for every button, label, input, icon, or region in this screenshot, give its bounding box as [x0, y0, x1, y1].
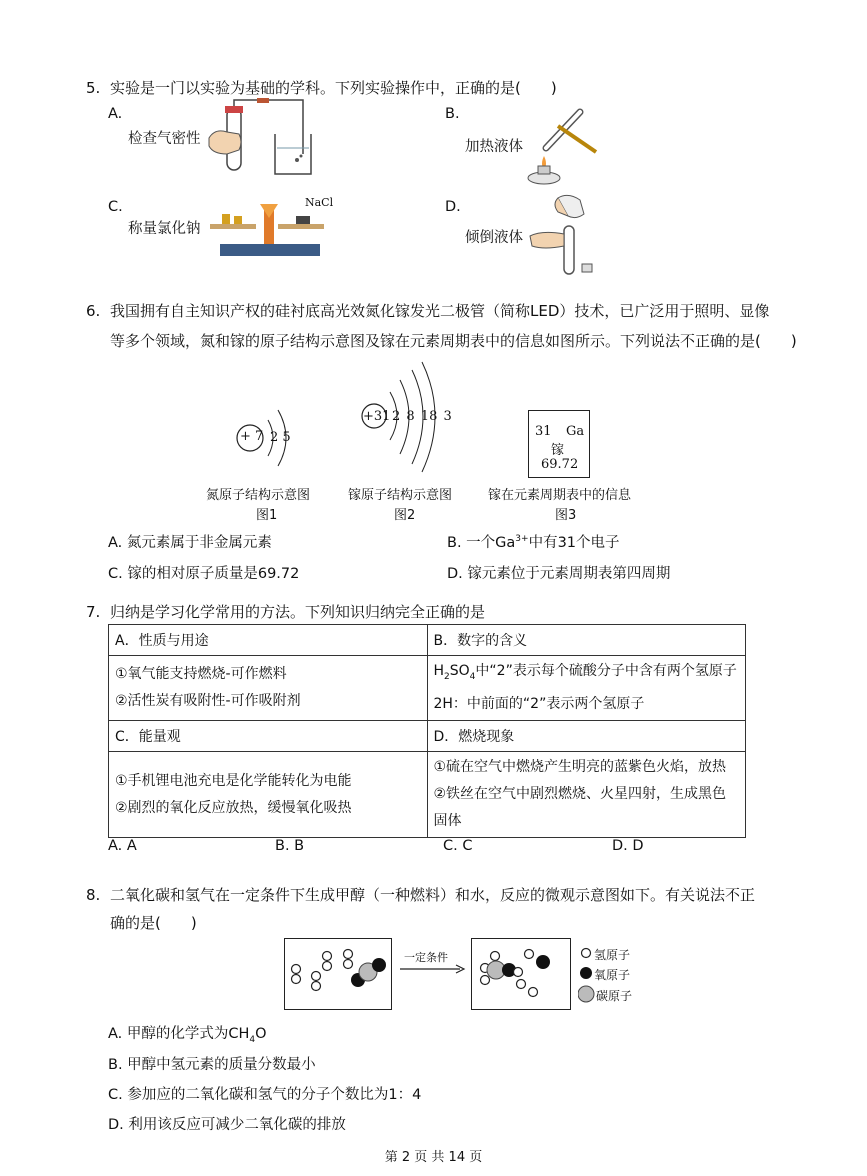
cell-d-head: D．燃烧现象 — [427, 721, 746, 752]
gallium-atomic-number: 31 — [535, 424, 552, 439]
q7-option-b: B. B — [275, 838, 305, 854]
q5-option-b-label: 加热液体 — [465, 139, 523, 155]
airtightness-check-illustration — [205, 98, 315, 180]
q8-option-b: B. 甲醇中氢元素的质量分数最小 — [108, 1057, 316, 1073]
q7-number: 7. — [86, 603, 101, 621]
q6-number: 6. — [86, 302, 101, 320]
nitrogen-nucleus: + 7 — [240, 429, 264, 444]
gallium-atomic-mass: 69.72 — [541, 457, 579, 472]
q6-option-c: C. 镓的相对原子质量是69.72 — [108, 566, 300, 582]
fig3-caption: 镓在元素周期表中的信息 — [488, 488, 632, 503]
cell-b-head: B．数字的含义 — [427, 625, 746, 656]
q6-option-d: D. 镓元素位于元素周期表第四周期 — [447, 566, 671, 582]
q5-stem: 实验是一门以实验为基础的学科。下列实验操作中，正确的是( ) — [110, 79, 557, 97]
q5-number: 5. — [86, 79, 101, 97]
q6-option-a: A. 氮元素属于非金属元素 — [108, 535, 272, 551]
q8-number: 8. — [86, 886, 101, 904]
q7-option-c: C. C — [443, 838, 473, 854]
q5-option-c-letter: C. — [108, 199, 123, 215]
q6-option-b: B. 一个$Ga^{3+}$中有31个电子 — [447, 534, 620, 551]
heating-liquid-illustration — [518, 104, 604, 190]
cell-c-head: C．能量观 — [109, 721, 428, 752]
gallium-name: 镓 — [551, 443, 565, 458]
cell-c-body: ①手机锂电池充电是化学能转化为电能 ②剧烈的氧化反应放热，缓慢氧化吸热 — [109, 752, 428, 838]
q8-option-a: A. 甲醇的化学式为$CH_4O$ — [108, 1026, 267, 1045]
product-molecules — [471, 938, 571, 1010]
nitrogen-shells: 2 5 — [270, 430, 291, 445]
legend-hydrogen: 氢原子 — [594, 948, 631, 962]
pouring-liquid-illustration — [528, 190, 596, 282]
q6-stem-line2: 等多个领域，氮和镓的原子结构示意图及镓在元素周期表中的信息如图所示。下列说法不正确的是( ) — [110, 332, 797, 350]
page-footer: 第 2 页 共 14 页 — [384, 1150, 483, 1165]
q5-option-a-letter: A. — [108, 106, 123, 122]
nacl-tag: NaCl — [305, 196, 334, 209]
q5-option-b-letter: B. — [445, 106, 460, 122]
fig1-caption: 氮原子结构示意图 — [206, 488, 311, 503]
q7-stem: 归纳是学习化学常用的方法。下列知识归纳完全正确的是 — [110, 603, 486, 621]
gallium-shells: 2 8 18 3 — [392, 409, 452, 424]
cell-a-head: A．性质与用途 — [109, 625, 428, 656]
legend-carbon: 碳原子 — [596, 989, 633, 1003]
q5-option-c-label: 称量氯化钠 — [128, 221, 201, 237]
fig2-caption: 镓原子结构示意图 — [348, 488, 453, 503]
reaction-condition: 一定条件 — [404, 951, 448, 964]
cell-d-body: ①硫在空气中燃烧产生明亮的蓝紫色火焰，放热 ②铁丝在空气中剧烈燃烧、火星四射，生成黑色固体 — [427, 752, 746, 838]
legend-oxygen: 氧原子 — [594, 968, 631, 982]
cell-a-body: ①氧气能支持燃烧-可作燃料 ②活性炭有吸附性-可作吸附剂 — [109, 656, 428, 721]
q7-option-d: D. D — [612, 838, 644, 854]
q8-option-d: D. 利用该反应可减少二氧化碳的排放 — [108, 1117, 346, 1133]
q6-stem-line1: 我国拥有自主知识产权的硅衬底高光效氮化镓发光二极管（简称LED）技术，已广泛用于照明、显像 — [110, 302, 770, 320]
gallium-symbol: Ga — [566, 424, 585, 439]
q5-option-a-label: 检查气密性 — [128, 131, 201, 147]
fig2-label: 图2 — [394, 508, 416, 523]
fig3-label: 图3 — [555, 508, 577, 523]
q5-option-d-letter: D. — [445, 199, 461, 215]
gallium-nucleus: +31 — [363, 409, 391, 424]
reactant-molecules — [284, 938, 392, 1010]
q7-option-a: A. A — [108, 838, 137, 854]
q8-option-c: C. 参加应的二氧化碳和氢气的分子个数比为1：4 — [108, 1087, 422, 1103]
fig1-label: 图1 — [256, 508, 278, 523]
knowledge-summary-table — [108, 624, 746, 838]
q8-stem-line1: 二氧化碳和氢气在一定条件下生成甲醇（一种燃料）和水，反应的微观示意图如下。有关说法不正 — [110, 886, 756, 904]
q8-stem-line2: 确的是( ) — [110, 914, 197, 932]
q5-option-d-label: 倾倒液体 — [465, 230, 523, 246]
cell-b-body: $H_2SO_4$中“2”表示每个硫酸分子中含有两个氢原子 2H：中前面的“2”表示两个氢原子 — [427, 656, 746, 721]
